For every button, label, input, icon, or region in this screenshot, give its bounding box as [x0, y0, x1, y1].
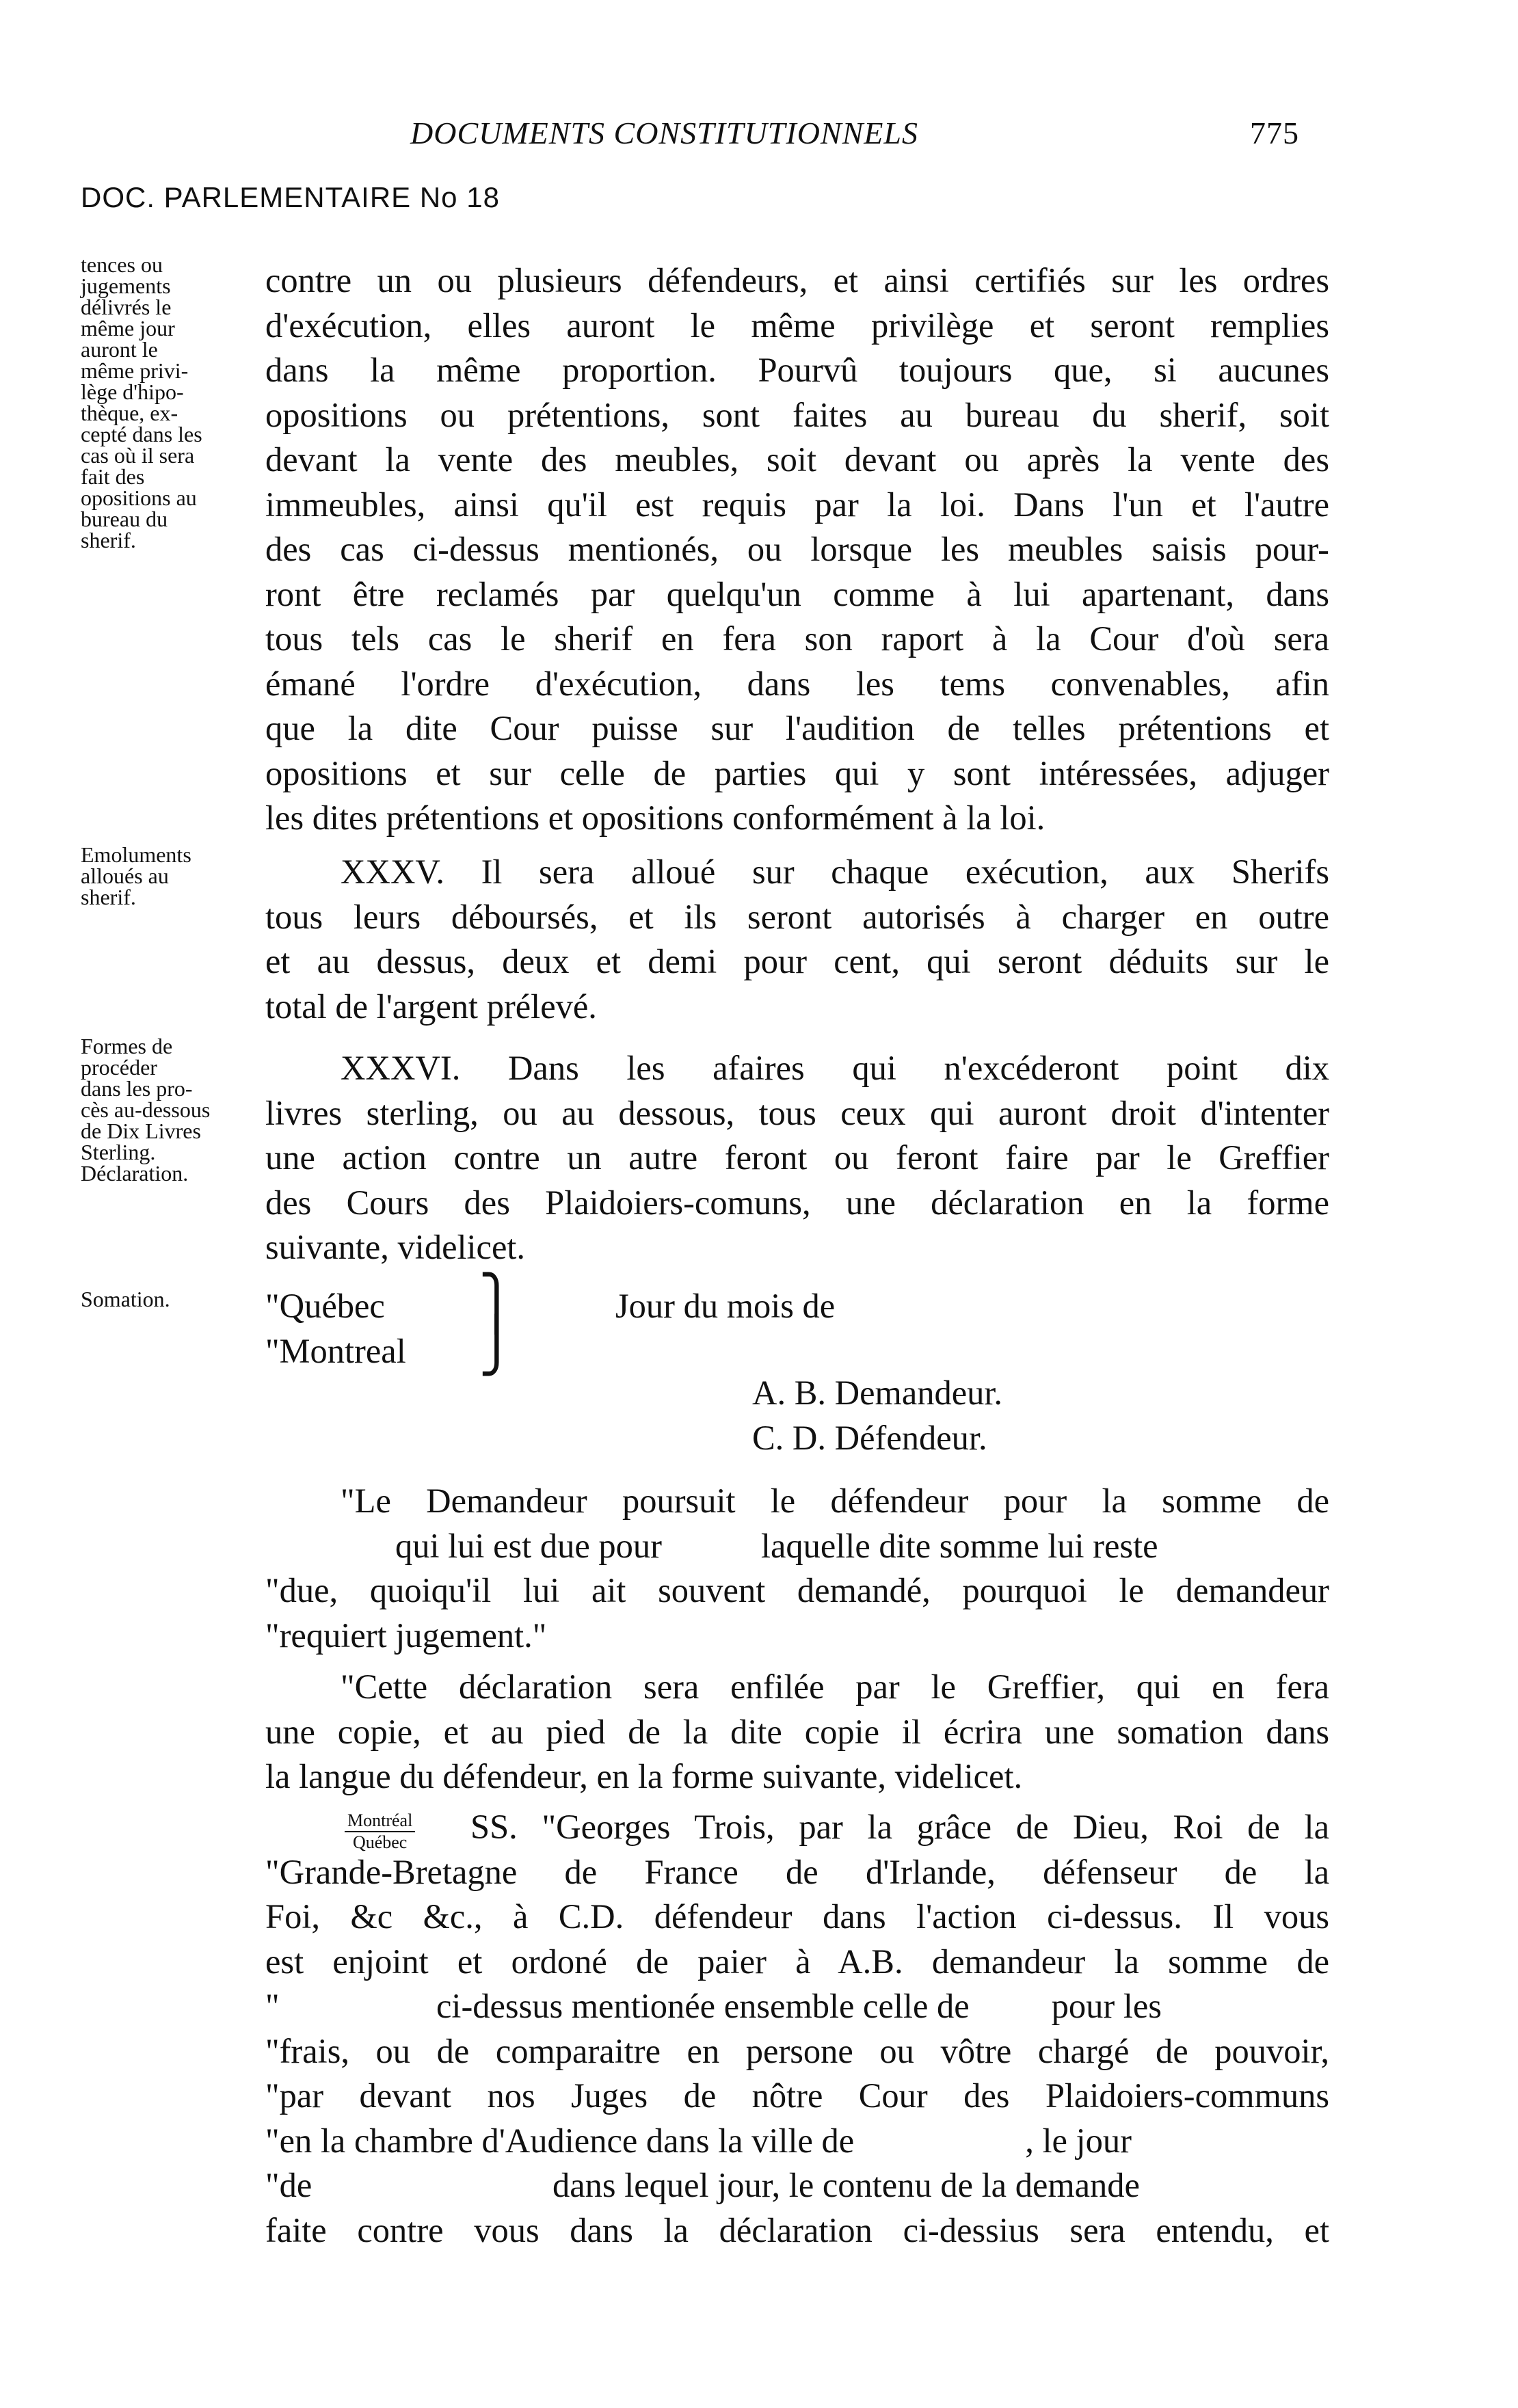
venue-fraction: Montréal Québec: [345, 1810, 415, 1853]
sidenote-somation: Somation.: [81, 1287, 170, 1311]
page-number: 775: [1250, 116, 1299, 150]
sidenote-emoluments: Emoluments alloués au sherif.: [81, 842, 191, 909]
paragraph-declaration: "Le Demandeur poursuit le défendeur pour la somme de qui lui est due pour laquelle dite somme lui reste "due, quoiqu'il lui ait souvent demandé, pourquoi le demandeur "requiert jugement.": [265, 1482, 1329, 1655]
paragraph-article-xxxvi: XXXVI. Dans les afaires qui n'excéderont point dix livres sterling, ou au dessous, tous ceux qui auront droit d'intenter une action contre un autre feront ou feront faire par le Greffier des Cours des Plaidoiers-comuns, une déclaration en la forme suivante, videlicet.: [265, 1049, 1329, 1266]
paragraph-article-xxxv: XXXV. Il sera alloué sur chaque exécution, aux Sherifs tous leurs déboursés, et ils seront autorisés à charger en outre et au dessus, deux et demi pour cent, qui seront déduits sur le total de l'argent prélevé.: [265, 853, 1329, 1026]
form-places: "Québec "Montreal: [265, 1287, 406, 1370]
sidenote-privilege: tences ou jugements délivrés le même jour auront le même privi- lège d'hipo- thèque, ex- cepté dans les cas où il sera fait des opositions au bureau du sherif.: [81, 252, 202, 552]
form-brace-bottom: ⎭: [479, 1317, 515, 1376]
paragraph-somation: SS. "Georges Trois, par la grâce de Dieu, Roi de la "Grande-Bretagne de France de d'Irlande, défenseur de la Foi, &c &c., à C.D. défendeur dans l'action ci-dessus. Il vous est enjoint et ordoné de paier à A.B. demandeur la somme de " ci-dessus mentionée ensemble celle de pour les "frais, ou de comparaitre en persone ou vôtre chargé de pouvoir, "par devant nos Juges de nôtre Cour des Plaidoiers-communs "en la chambre d'Audience dans la ville de , le jour "de dans lequel jour, le contenu de la demande faite contre vous dans la déclaration ci-dessius sera entendu, et: [265, 1808, 1329, 2249]
paragraph-enfilee: "Cette déclaration sera enfilée par le Greffier, qui en fera une copie, et au pied de la dite copie il écrira une somation dans la langue du défendeur, en la forme suivante, videlicet.: [265, 1668, 1329, 1795]
form-date-line: Jour du mois de: [615, 1287, 836, 1325]
paragraph-privilege: contre un ou plusieurs défendeurs, et ainsi certifiés sur les ordres d'exécution, elles auront le même privilège et seront remplies dans la même proportion. Pourvû toujours que, si aucunes opositions ou prétentions, sont faites au bureau du sherif, soit devant la vente des meubles, soit devant ou après la vente des immeubles, ainsi qu'il est requis par la loi. Dans l'un et l'autre des cas ci-dessus mentionés, ou lorsque les meubles saisis pour- ront être reclamés par quelqu'un comme à lui apartenant, dans tous tels cas le sherif en fera son raport à la Cour d'où sera émané l'ordre d'exécution, dans les tems convenables, afin que la dite Cour puisse sur l'audition de telles prétentions et opositions et sur celle de parties qui y sont intéressées, adjuger les dites prétentions et opositions conformément à la loi.: [265, 261, 1329, 837]
document-reference: DOC. PARLEMENTAIRE No 18: [81, 181, 500, 213]
sidenote-formes: Formes de procéder dans les pro- cès au-dessous de Dix Livres Sterling. Déclaration.: [81, 1034, 211, 1186]
running-title: DOCUMENTS CONSTITUTIONNELS: [410, 116, 918, 150]
form-brace-top: ⎫: [479, 1275, 515, 1333]
form-parties: A. B. Demandeur. C. D. Défendeur.: [752, 1374, 1003, 1457]
